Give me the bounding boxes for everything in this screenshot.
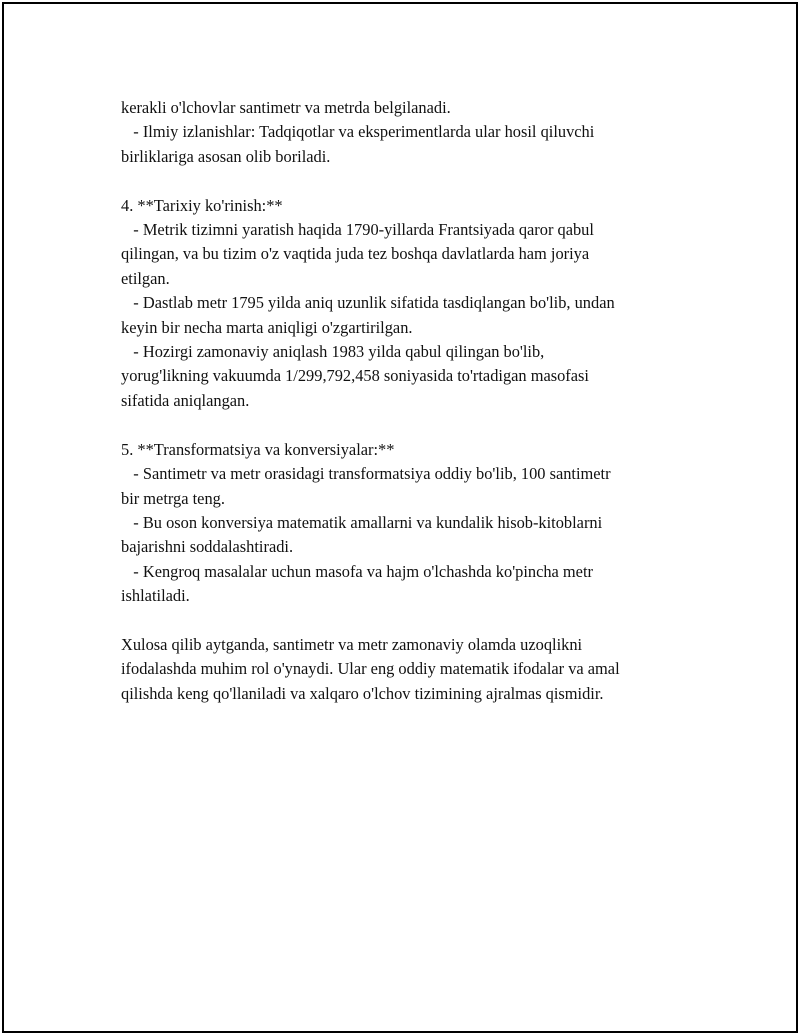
page-frame — [2, 2, 798, 1033]
document-text: kerakli o'lchovlar santimetr va metrda belgilanadi. - Ilmiy izlanishlar: Tadqiqotlar va eksperimentlarda ular hosil qiluvchi birliklariga asosan olib boriladi. 4. **Tarixiy ko'rinish:** - Metrik tizimni yaratish haqida 1790-yillarda Frantsiyada qaror qabul qilingan, va bu tizim o'z vaqtida juda tez boshqa davlatlarda ham joriya etilgan. - Dastlab metr 1795 yilda aniq uzunlik sifatida tasdiqlangan bo'lib, undan keyin bir necha marta aniqligi o'zgartirilgan. - Hozirgi zamonaviy aniqlash 1983 yilda qabul qilingan bo'lib, yorug'likning vakuumda 1/299,792,458 soniyasida to'rtadigan masofasi sifatida aniqlangan. 5. **Transformatsiya va konversiyalar:** - Santimetr va metr orasidagi transformatsiya oddiy bo'lib, 100 santimetr bir metrga teng. - Bu oson konversiya matematik amallarni va kundalik hisob-kitoblarni bajarishni soddalashtiradi. - Kengroq masalalar uchun masofa va hajm o'lchashda ko'pincha metr ishlatiladi. Xulosa qilib aytganda, santimetr va metr zamonaviy olamda uzoqlikni ifodalashda muhim rol o'ynaydi. Ular eng oddiy matematik ifodalar va amal qilishda keng qo'llaniladi va xalqaro o'lchov tizimining ajralmas qismidir. — [121, 98, 620, 703]
